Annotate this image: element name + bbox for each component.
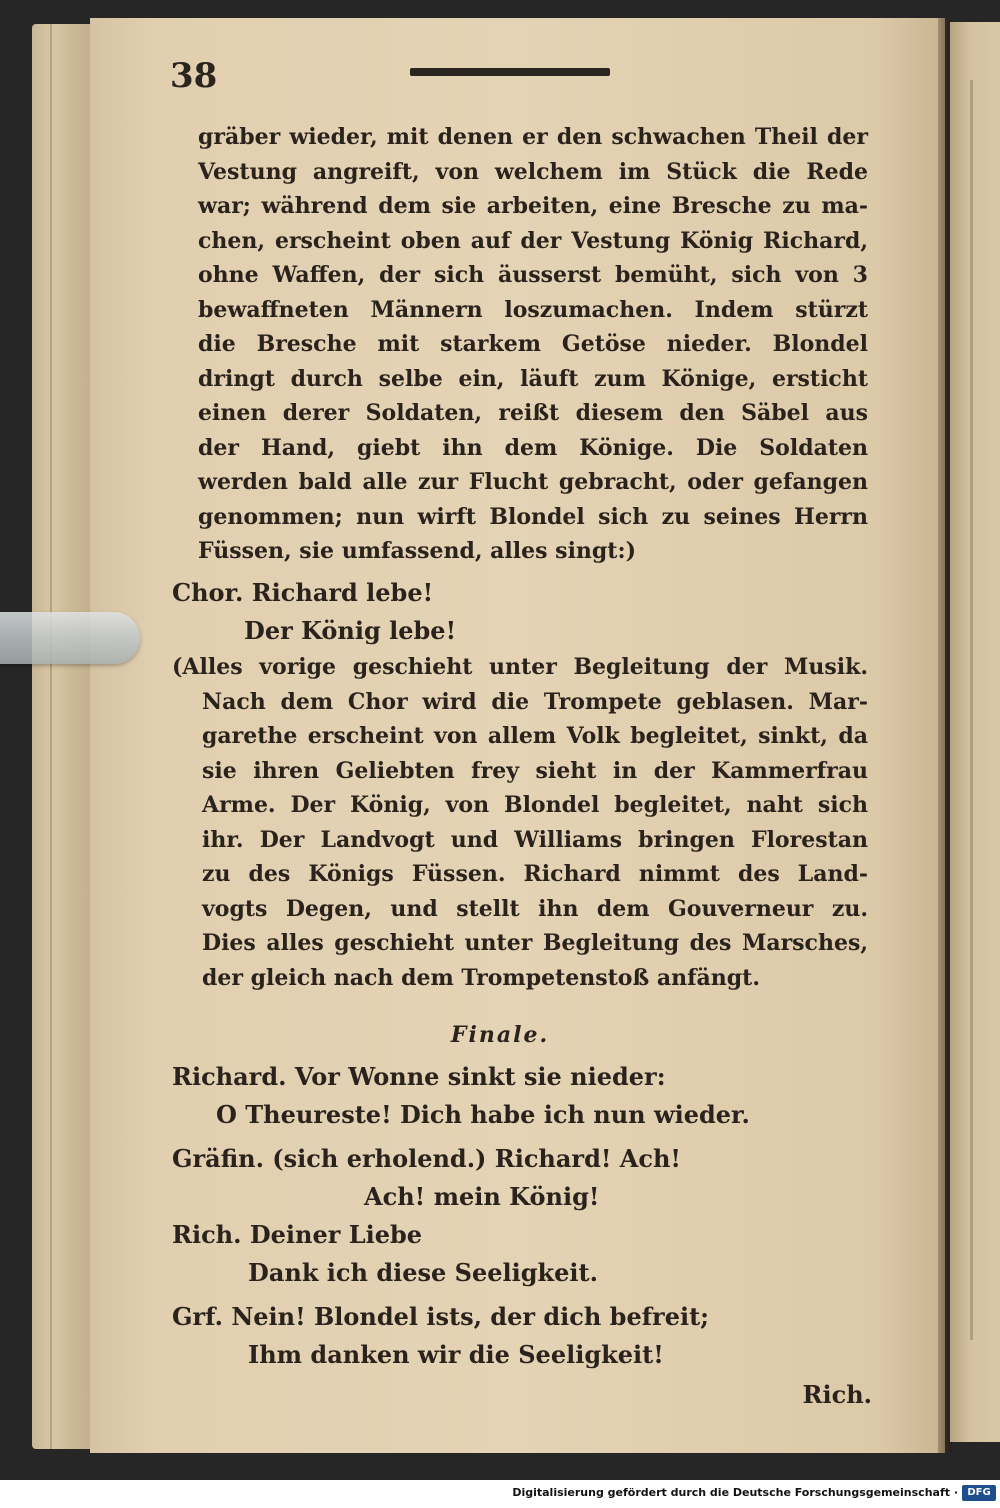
catchword: Rich. [802,1380,872,1409]
page-clip [0,612,140,664]
text-line: Füssen, sie umfassend, alles singt:) [198,538,636,564]
text-line: vogts Degen, und stellt ihn dem Gouverneur zu. [202,895,868,922]
finale-verses [172,1058,872,1374]
text-line: zu des Königs Füssen. Richard nimmt des Land- [202,861,868,887]
text-line: Nach dem Chor wird die Trompete geblasen. Mar- [202,688,868,715]
footer-credit: Digitalisierung gefördert durch die Deutsche Forschungsgemeinschaft · [512,1486,958,1499]
text-line: Arme. Der König, von Blondel begleitet, naht sich [202,792,868,818]
text-line: gräber wieder, mit denen er den schwachen Theil der [198,124,868,150]
text-line: ohne Waffen, der sich äusserst bemüht, sich von 3 [198,262,868,288]
verse-line: Ach! mein König! [364,1182,600,1211]
text-line: Dies alles geschieht unter Begleitung des Marsches, [202,930,868,956]
text-line: werden bald alle zur Flucht gebracht, oder gefangen [198,469,868,495]
text-line: der gleich nach dem Trompetenstoß anfängt. [202,964,761,991]
text-line: sie ihren Geliebten frey sieht in der Kammerfrau [202,757,868,784]
text-line: war; während dem sie arbeiten, eine Bresche zu ma- [198,193,868,219]
text-line: bewaffneten Männern loszumachen. Indem stürzt [198,296,868,323]
text-line: einen derer Soldaten, reißt diesem den Säbel aus [198,400,868,426]
text-line: der Hand, giebt ihn dem Könige. Die Soldaten [198,434,868,461]
verse-line: Gräfin. (sich erholend.) Richard! Ach! [172,1144,681,1173]
page-header [170,56,870,96]
dfg-logo-icon: DFG [962,1485,996,1501]
header-rule [410,68,610,76]
chorus-line: Chor. Richard lebe! [172,578,434,607]
facing-page-edge [950,22,1000,1442]
text-line: genommen; nun wirft Blondel sich zu seines Herrn [198,503,868,530]
footer-bar [0,1480,1000,1508]
page-number: 38 [170,56,218,96]
chorus-block [172,574,872,650]
text-line: die Bresche mit starkem Getöse nieder. Blondel [198,331,868,357]
verse-line: Richard. Vor Wonne sinkt sie nieder: [172,1062,666,1091]
text-line: dringt durch selbe ein, läuft zum Könige, ersticht [198,365,868,392]
verse-line: O Theureste! Dich habe ich nun wieder. [216,1100,750,1129]
body-text [198,120,868,569]
verse-line: Grf. Nein! Blondel ists, der dich befreit; [172,1302,710,1331]
text-line: (Alles vorige geschieht unter Begleitung der Musik. [172,654,868,680]
verse-line: Rich. Deiner Liebe [172,1220,423,1249]
finale-heading: Finale. [450,1022,550,1048]
stage-direction [172,650,868,995]
facing-page-shadow [970,80,973,1340]
chorus-line: Der König lebe! [244,616,457,645]
verse-line: Ihm danken wir die Seeligkeit! [248,1340,664,1369]
text-line: garethe erscheint von allem Volk begleitet, sinkt, da [202,723,868,749]
text-line: ihr. Der Landvogt und Williams bringen Florestan [202,826,868,853]
text-line: chen, erscheint oben auf der Vestung König Richard, [198,227,868,254]
text-line: Vestung angreift, von welchem im Stück die Rede [198,158,868,185]
verse-line: Dank ich diese Seeligkeit. [248,1258,598,1287]
